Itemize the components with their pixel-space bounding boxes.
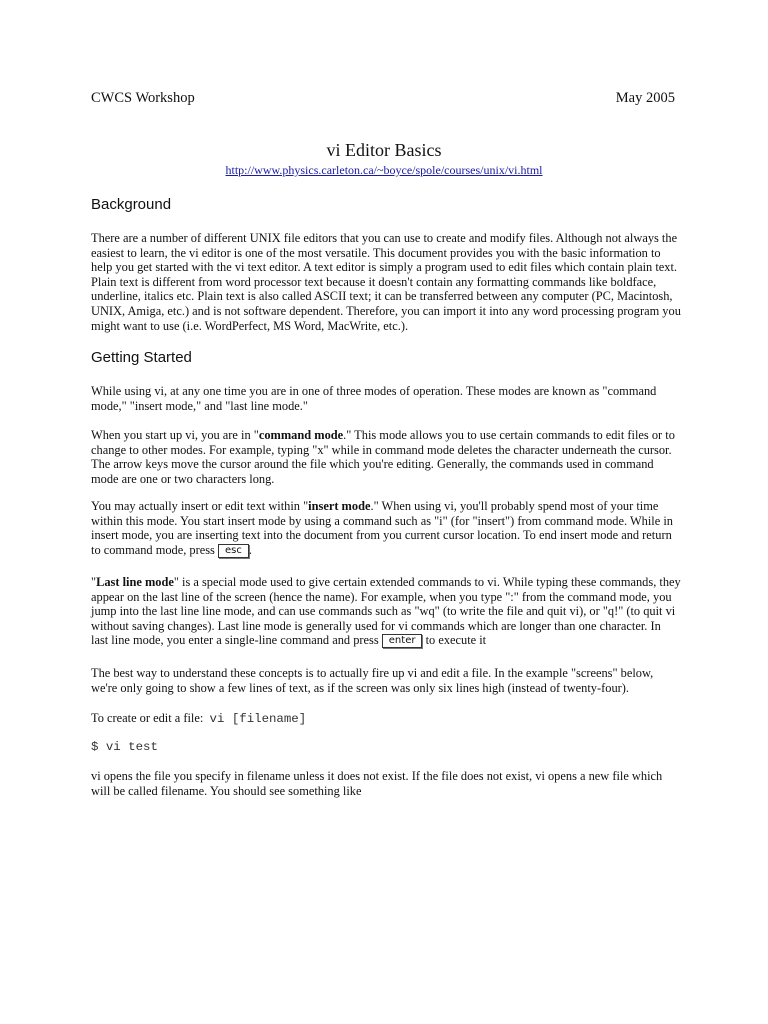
getting-started-heading: Getting Started [91,349,192,366]
vi-test-command: $ vi test [91,740,158,754]
command-mode-paragraph [91,428,681,486]
opens-file-paragraph: vi opens the file you specify in filename unless it does not exist. If the file does not exist, vi opens a new file which will be called filename. You should see something like [91,769,663,798]
create-file-command: vi [filename] [209,712,307,726]
source-url [0,163,768,178]
text-run: . [248,542,252,557]
last-line-mode-paragraph [91,575,681,648]
insert-mode-term: insert mode [308,499,371,513]
text-run: " [91,575,97,589]
text-run: " is a special mode used to give certain extended commands to vi. While typing these commands, they appear on the last line of the screen (hence the name). For example, when you type ":" from the command mode, you jump into the last line line mode, and can use commands such as "wq" (to write the file and quit vi), or "q!" (to quit vi without saving changes). Last line mode is generally used for vi commands which are longer than one character. In last line mode, you enter a single-line command and press [91,575,681,648]
source-link[interactable]: http://www.physics.carleton.ca/~boyce/spole/courses/unix/vi.html [225,163,543,177]
text-run: to execute it [425,633,487,648]
text-run: ." When using vi, you'll probably spend most of your time within this mode. You start insert mode by using a command such as "i" (for "insert") from command mode. While in insert mode, you are inserting text into the document from you current cursor location. To end insert mode and return to command mode, press [91,499,673,557]
create-file-line [91,711,681,727]
command-mode-term: command mode [258,428,344,442]
insert-mode-paragraph [91,499,681,558]
background-heading: Background [91,196,172,213]
modes-paragraph: While using vi, at any one time you are in one of three modes of operation. These modes are known as "command mode," "insert mode," and "last line mode." [91,384,657,413]
esc-key-icon: esc [218,544,249,558]
create-file-label: To create or edit a file: [91,711,204,725]
text-run: You may actually insert or edit text within " [91,499,309,513]
last-line-mode-term: Last line mode [96,575,174,589]
text-run: ." This mode allows you to use certain commands to edit files or to change to other modes. For example, typing "x" while in command mode deletes the character underneath the cursor. The arrow keys move the cursor around the file which you're editing. Generally, the commands used in command mode are one or two characters long. [91,428,675,486]
understand-paragraph: The best way to understand these concepts is to actually fire up vi and edit a file. In the example "screens" below, we're only going to show a few lines of text, as if the screen was only six lines high (instead of twenty-four). [91,666,654,695]
page-title: vi Editor Basics [326,140,442,160]
header-left: CWCS Workshop [91,90,195,106]
background-paragraph: There are a number of different UNIX file editors that you can use to create and modify files. Although not always the easiest to learn, the vi editor is one of the most versatile. This document provides you with the basic information to help you get started with the vi text editor. A text editor is simply a program used to edit files which contain plain text. Plain text is different from word processor text because it doesn't contain any formatting commands like boldface, underline, italics etc. Plain text is also called ASCII text; it can be transferred between any computer (PC, Macintosh, UNIX, Amiga, etc.) and is not software dependent. Therefore, you can import it into any word processing program you might want to use (i.e. WordPerfect, MS Word, MacWrite, etc.). [91,231,681,333]
header-right: May 2005 [615,90,675,106]
enter-key-icon: enter [382,634,423,648]
text-run: When you start up vi, you are in " [91,428,259,442]
